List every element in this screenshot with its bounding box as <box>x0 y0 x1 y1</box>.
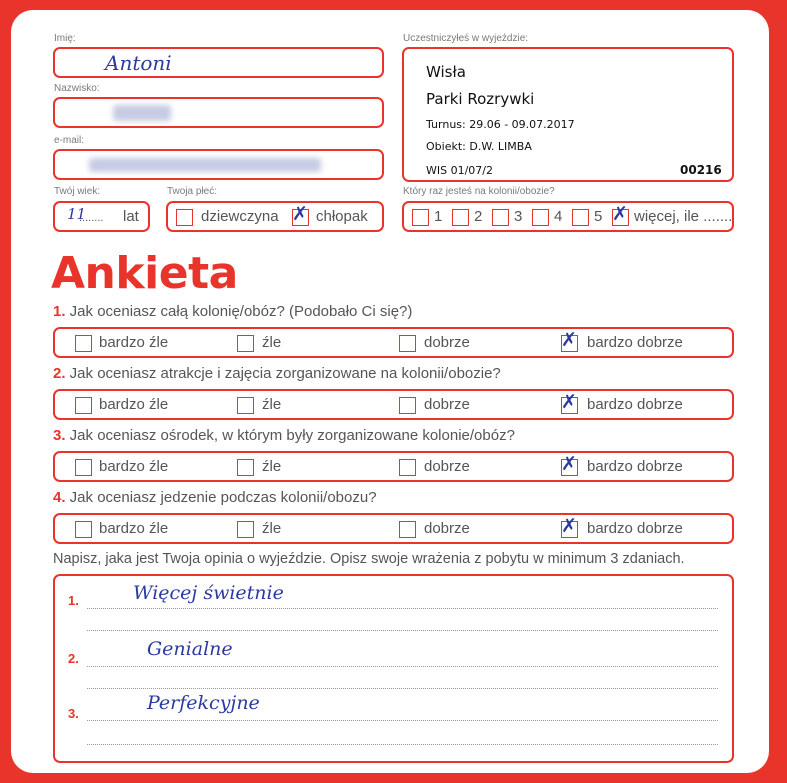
rating-row-1 <box>53 327 734 358</box>
rating-option-very-good: bardzo dobrze <box>587 396 683 413</box>
rating-option-bad: źle <box>262 458 282 475</box>
question-number: 2. <box>53 365 66 382</box>
rating-4-checkbox-very-bad[interactable] <box>75 521 92 538</box>
redacted-email <box>89 158 321 172</box>
rating-option-bad: źle <box>262 520 282 537</box>
opinion-text-3: Perfekcyjne <box>147 692 260 714</box>
email-field[interactable] <box>53 149 384 180</box>
rating-option-very-bad: bardzo źle <box>99 458 169 475</box>
rating-option-very-bad: bardzo źle <box>99 520 169 537</box>
gender-checkbox-female[interactable] <box>176 209 193 226</box>
opinion-dotted-line <box>87 688 718 689</box>
rating-row-2 <box>53 389 734 420</box>
question-number: 4. <box>53 489 66 506</box>
opinion-dotted-line <box>87 666 718 667</box>
times-checkbox-5[interactable] <box>572 209 589 226</box>
trip-label: Uczestniczyłeś w wyjeździe: <box>403 33 529 44</box>
rating-2-checkbox-very-bad[interactable] <box>75 397 92 414</box>
trip-place: Wisła <box>426 63 466 81</box>
question-1 <box>53 303 412 320</box>
times-option-2: 2 <box>474 208 483 225</box>
name-field[interactable] <box>53 47 384 78</box>
age-value: 11 <box>67 205 87 223</box>
trip-info-box <box>402 47 734 182</box>
rating-4-checkbox-bad[interactable] <box>237 521 254 538</box>
rating-2-checkbox-very-good[interactable] <box>561 391 578 414</box>
email-label: e-mail: <box>54 135 85 146</box>
question-text: Jak oceniasz całą kolonię/obóz? (Podobało Ci się?) <box>65 303 413 320</box>
check-x-icon: ✗ <box>561 329 577 351</box>
rating-option-good: dobrze <box>424 334 470 351</box>
rating-option-very-bad: bardzo źle <box>99 396 169 413</box>
surname-field[interactable] <box>53 97 384 128</box>
gender-option-female: dziewczyna <box>201 208 279 225</box>
rating-3-checkbox-good[interactable] <box>399 459 416 476</box>
rating-4-checkbox-very-good[interactable] <box>561 515 578 538</box>
survey-title: Ankieta <box>51 248 238 299</box>
rating-option-bad: źle <box>262 396 282 413</box>
opinion-dotted-line <box>87 744 718 745</box>
opinion-dotted-line <box>87 608 718 609</box>
trip-number: 00216 <box>680 163 722 177</box>
rating-option-good: dobrze <box>424 458 470 475</box>
times-checkbox-4[interactable] <box>532 209 549 226</box>
age-unit: lat <box>123 208 139 225</box>
question-number: 1. <box>53 303 66 320</box>
times-option-4: 4 <box>554 208 563 225</box>
rating-option-bad: źle <box>262 334 282 351</box>
opinion-text-1: Więcej świetnie <box>133 582 284 604</box>
rating-1-checkbox-bad[interactable] <box>237 335 254 352</box>
times-option-1: 1 <box>434 208 443 225</box>
check-x-icon: ✗ <box>561 453 577 475</box>
rating-option-good: dobrze <box>424 520 470 537</box>
question-2 <box>53 365 501 382</box>
question-3 <box>53 427 515 444</box>
trip-turnus: Turnus: 29.06 - 09.07.2017 <box>426 118 575 131</box>
opinion-prompt: Napisz, jaka jest Twoja opinia o wyjeździe. Opisz swoje wrażenia z pobytu w minimum 3 zdaniach. <box>53 551 685 567</box>
rating-3-checkbox-very-good[interactable] <box>561 453 578 476</box>
times-field <box>402 201 734 232</box>
name-label: Imię: <box>54 33 76 44</box>
rating-3-checkbox-bad[interactable] <box>237 459 254 476</box>
times-label: Który raz jesteś na kolonii/obozie? <box>403 186 555 197</box>
rating-1-checkbox-very-good[interactable] <box>561 329 578 352</box>
times-checkbox-more[interactable] <box>612 203 629 226</box>
check-x-icon: ✗ <box>292 203 308 225</box>
trip-program: Parki Rozrywki <box>426 90 535 108</box>
check-x-icon: ✗ <box>612 203 628 225</box>
check-x-icon: ✗ <box>561 515 577 537</box>
opinion-line-number: 3. <box>68 706 79 721</box>
surname-label: Nazwisko: <box>54 83 100 94</box>
times-option-5: 5 <box>594 208 603 225</box>
rating-row-4 <box>53 513 734 544</box>
opinion-text-2: Genialne <box>147 638 233 660</box>
question-text: Jak oceniasz jedzenie podczas kolonii/obozu? <box>65 489 377 506</box>
rating-option-very-good: bardzo dobrze <box>587 334 683 351</box>
rating-row-3 <box>53 451 734 482</box>
rating-4-checkbox-good[interactable] <box>399 521 416 538</box>
check-x-icon: ✗ <box>561 391 577 413</box>
trip-obiekt: Obiekt: D.W. LIMBA <box>426 140 532 153</box>
rating-3-checkbox-very-bad[interactable] <box>75 459 92 476</box>
question-text: Jak oceniasz ośrodek, w którym były zorganizowane kolonie/obóz? <box>65 427 515 444</box>
times-checkbox-1[interactable] <box>412 209 429 226</box>
rating-1-checkbox-good[interactable] <box>399 335 416 352</box>
opinion-dotted-line <box>87 720 718 721</box>
rating-2-checkbox-bad[interactable] <box>237 397 254 414</box>
times-option-3: 3 <box>514 208 523 225</box>
age-field[interactable] <box>53 201 150 232</box>
gender-label: Twoja płeć: <box>167 186 218 197</box>
age-dots: ........ <box>79 212 104 224</box>
question-4 <box>53 489 377 506</box>
gender-option-male: chłopak <box>316 208 368 225</box>
name-value: Antoni <box>105 51 172 75</box>
times-checkbox-2[interactable] <box>452 209 469 226</box>
rating-1-checkbox-very-bad[interactable] <box>75 335 92 352</box>
rating-option-good: dobrze <box>424 396 470 413</box>
question-text: Jak oceniasz atrakcje i zajęcia zorganizowane na kolonii/obozie? <box>65 365 501 382</box>
survey-sheet <box>11 10 769 773</box>
rating-option-very-bad: bardzo źle <box>99 334 169 351</box>
redacted-surname <box>113 105 171 121</box>
rating-option-very-good: bardzo dobrze <box>587 520 683 537</box>
question-number: 3. <box>53 427 66 444</box>
gender-field <box>166 201 384 232</box>
times-checkbox-3[interactable] <box>492 209 509 226</box>
opinion-line-number: 2. <box>68 651 79 666</box>
times-option-more: więcej, ile ....... <box>634 208 733 225</box>
opinion-dotted-line <box>87 630 718 631</box>
rating-option-very-good: bardzo dobrze <box>587 458 683 475</box>
gender-checkbox-male[interactable] <box>292 203 309 226</box>
rating-2-checkbox-good[interactable] <box>399 397 416 414</box>
trip-code: WIS 01/07/2 <box>426 164 494 177</box>
age-label: Twój wiek: <box>54 186 101 197</box>
opinion-box[interactable] <box>53 574 734 763</box>
opinion-line-number: 1. <box>68 593 79 608</box>
